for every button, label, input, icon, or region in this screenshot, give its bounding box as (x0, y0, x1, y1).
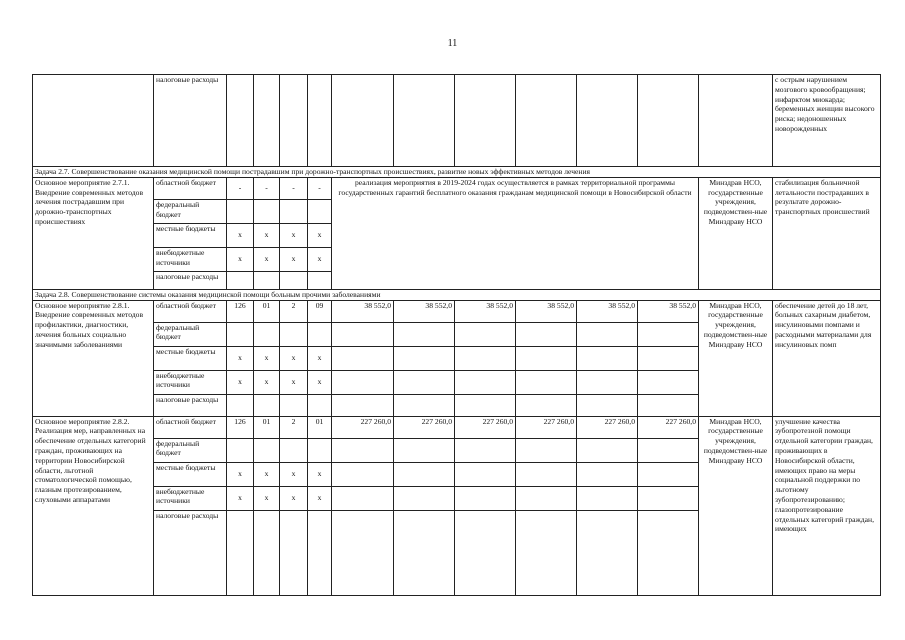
code-cell (308, 510, 332, 595)
code-cell: х (280, 346, 308, 370)
amount-cell (455, 346, 516, 370)
empty-cell (254, 75, 280, 167)
amount-cell (577, 486, 638, 510)
amount-cell (577, 510, 638, 595)
amount-cell (455, 462, 516, 486)
code-cell: х (308, 462, 332, 486)
code-cell: х (227, 346, 254, 370)
amount-cell: 38 552,0 (577, 300, 638, 322)
amount-cell (455, 394, 516, 416)
amount-cell: 38 552,0 (332, 300, 394, 322)
code-cell (227, 199, 254, 223)
amount-cell (577, 370, 638, 394)
code-cell: х (308, 370, 332, 394)
funding-source: налоговые расходы (154, 75, 227, 167)
amount-cell (516, 370, 577, 394)
funding-source: областной бюджет (154, 416, 227, 438)
executor: Минздрав НСО, государственные учреждения, подведомствен-ные Минздраву НСО (699, 300, 773, 416)
code-cell: х (308, 223, 332, 247)
amount-cell (332, 462, 394, 486)
amount-cell (516, 486, 577, 510)
amount-cell (638, 346, 699, 370)
amount-cell (394, 322, 455, 346)
amount-cell (332, 322, 394, 346)
empty-cell (455, 75, 516, 167)
code-cell: х (227, 462, 254, 486)
expected-result: стабилизация больничной летальности пострадавших в результате дорожно-транспортных происшествий (773, 177, 881, 289)
empty-cell (516, 75, 577, 167)
executor: Минздрав НСО, государственные учреждения, подведомствен-ные Минздраву НСО (699, 416, 773, 595)
code-cell (227, 394, 254, 416)
code-cell: 126 (227, 300, 254, 322)
activity-name: Основное мероприятие 2.7.1. Внедрение современных методов лечения пострадавшим при дорожно-транспортных происшествиях (33, 177, 154, 289)
amount-cell (394, 394, 455, 416)
amount-cell (394, 370, 455, 394)
amount-cell: 227 260,0 (577, 416, 638, 438)
amount-cell (455, 510, 516, 595)
code-cell: х (227, 247, 254, 271)
code-cell: 01 (254, 416, 280, 438)
code-cell: х (280, 247, 308, 271)
funding-source: областной бюджет (154, 177, 227, 199)
empty-cell (577, 75, 638, 167)
task-title: Задача 2.8. Совершенствование системы оказания медицинской помощи больным прочими заболеваниями (33, 289, 881, 300)
amount-cell (577, 346, 638, 370)
code-cell: - (254, 177, 280, 199)
amount-cell (516, 510, 577, 595)
code-cell: х (280, 486, 308, 510)
empty-cell (280, 75, 308, 167)
amount-cell (638, 510, 699, 595)
code-cell (280, 394, 308, 416)
code-cell: х (308, 486, 332, 510)
amount-cell (516, 346, 577, 370)
code-cell (254, 322, 280, 346)
amount-cell (516, 322, 577, 346)
amount-cell (577, 322, 638, 346)
amount-cell (394, 346, 455, 370)
amount-cell (455, 370, 516, 394)
empty-cell (227, 75, 254, 167)
code-cell: х (254, 462, 280, 486)
amount-cell (638, 462, 699, 486)
code-cell: - (280, 177, 308, 199)
amount-cell (332, 394, 394, 416)
table-row (33, 416, 881, 438)
amount-cell (516, 438, 577, 462)
amount-cell (577, 462, 638, 486)
funding-source: федеральный бюджет (154, 438, 227, 462)
code-cell (227, 438, 254, 462)
task-title: Задача 2.7. Совершенствование оказания медицинской помощи пострадавшим при дорожно-транспортных происшествиях, развитие новых эффективных методов лечения (33, 167, 881, 178)
code-cell (308, 271, 332, 289)
code-cell (254, 438, 280, 462)
page-number: 11 (447, 38, 458, 49)
amount-cell (638, 438, 699, 462)
amount-cell (394, 510, 455, 595)
code-cell: х (254, 486, 280, 510)
amount-cell (394, 462, 455, 486)
code-cell (227, 510, 254, 595)
code-cell: х (254, 346, 280, 370)
code-cell: 2 (280, 300, 308, 322)
activity-cell (33, 75, 154, 167)
amount-cell (332, 486, 394, 510)
amount-cell (332, 438, 394, 462)
funding-source: местные бюджеты (154, 462, 227, 486)
code-cell: 126 (227, 416, 254, 438)
funding-source: внебюджетные источники (154, 370, 227, 394)
amount-cell (394, 438, 455, 462)
code-cell: х (280, 223, 308, 247)
code-cell (280, 199, 308, 223)
code-cell (308, 394, 332, 416)
code-cell: х (227, 486, 254, 510)
code-cell (280, 271, 308, 289)
empty-cell (638, 75, 699, 167)
amount-cell (638, 322, 699, 346)
amount-cell: 227 260,0 (516, 416, 577, 438)
executor: Минздрав НСО, государственные учреждения, подведомствен-ные Минздраву НСО (699, 177, 773, 289)
code-cell: х (308, 346, 332, 370)
table-row (33, 75, 881, 167)
amount-cell (455, 486, 516, 510)
code-cell: - (308, 177, 332, 199)
funding-source: федеральный бюджет (154, 322, 227, 346)
code-cell (254, 199, 280, 223)
amount-cell (332, 510, 394, 595)
amount-cell (638, 370, 699, 394)
empty-cell (394, 75, 455, 167)
activity-name: Основное мероприятие 2.8.2. Реализация мер, направленных на обеспечение отдельных категорий граждан, проживающих на территории Новосибирской области, льготной стоматологической помощью, глазным протезированием, слуховыми аппаратами (33, 416, 154, 595)
amount-cell: 227 260,0 (394, 416, 455, 438)
amount-cell: 38 552,0 (638, 300, 699, 322)
code-cell (308, 199, 332, 223)
amount-cell (332, 346, 394, 370)
amount-cell: 38 552,0 (394, 300, 455, 322)
funding-source: федеральный бюджет (154, 199, 227, 223)
amount-cell (332, 370, 394, 394)
amount-cell (455, 322, 516, 346)
amount-cell (638, 394, 699, 416)
expected-result: обеспечение детей до 18 лет, больных сахарным диабетом, инсулиновыми помпами и расходными материалами для инсулиновых помп (773, 300, 881, 416)
code-cell: - (227, 177, 254, 199)
code-cell (308, 322, 332, 346)
code-cell: х (254, 223, 280, 247)
financing-note: реализация мероприятия в 2019-2024 годах осуществляется в рамках территориальной программы государственных гарантий бесплатного оказания гражданам медицинской помощи в Новосибирской области (332, 177, 699, 289)
funding-source: налоговые расходы (154, 510, 227, 595)
code-cell (280, 438, 308, 462)
table-row (33, 289, 881, 300)
amount-cell (577, 394, 638, 416)
expected-result: улучшение качества зубопротезной помощи отдельной категории граждан, проживающих в Новосибирской области, имеющих право на меры социальной поддержки по льготному зубопротезированию; глазопротезирование отдельных категорий граждан, имеющих (773, 416, 881, 595)
funding-source: областной бюджет (154, 300, 227, 322)
amount-cell (455, 438, 516, 462)
table-row (33, 167, 881, 178)
amount-cell: 227 260,0 (638, 416, 699, 438)
code-cell: х (254, 247, 280, 271)
amount-cell (516, 462, 577, 486)
code-cell: 01 (308, 416, 332, 438)
code-cell: 09 (308, 300, 332, 322)
activity-name: Основное мероприятие 2.8.1. Внедрение современных методов профилактики, диагностики, лечения больных социально значимыми заболеваниями (33, 300, 154, 416)
code-cell (227, 271, 254, 289)
empty-cell (308, 75, 332, 167)
code-cell: х (254, 370, 280, 394)
code-cell (254, 394, 280, 416)
funding-source: внебюджетные источники (154, 247, 227, 271)
executor-cell (699, 75, 773, 167)
amount-cell: 38 552,0 (455, 300, 516, 322)
table-row (33, 300, 881, 322)
code-cell (308, 438, 332, 462)
funding-source: налоговые расходы (154, 271, 227, 289)
code-cell (254, 510, 280, 595)
amount-cell: 227 260,0 (455, 416, 516, 438)
code-cell: х (280, 370, 308, 394)
funding-source: местные бюджеты (154, 346, 227, 370)
code-cell: 01 (254, 300, 280, 322)
table-row (33, 177, 881, 199)
funding-source: внебюджетные источники (154, 486, 227, 510)
code-cell: х (227, 223, 254, 247)
code-cell (254, 271, 280, 289)
amount-cell: 38 552,0 (516, 300, 577, 322)
amount-cell (577, 438, 638, 462)
expected-result: с острым нарушением мозгового кровообращения; инфарктом миокарда; беременных женщин высокого риска; недоношенных новорожденных (773, 75, 881, 167)
amount-cell (516, 394, 577, 416)
code-cell: х (280, 462, 308, 486)
amount-cell (394, 486, 455, 510)
empty-cell (332, 75, 394, 167)
code-cell (280, 322, 308, 346)
code-cell: х (308, 247, 332, 271)
code-cell (280, 510, 308, 595)
code-cell: х (227, 370, 254, 394)
amount-cell: 227 260,0 (332, 416, 394, 438)
amount-cell (638, 486, 699, 510)
funding-source: местные бюджеты (154, 223, 227, 247)
program-activities-table (32, 74, 881, 596)
code-cell (227, 322, 254, 346)
funding-source: налоговые расходы (154, 394, 227, 416)
code-cell: 2 (280, 416, 308, 438)
